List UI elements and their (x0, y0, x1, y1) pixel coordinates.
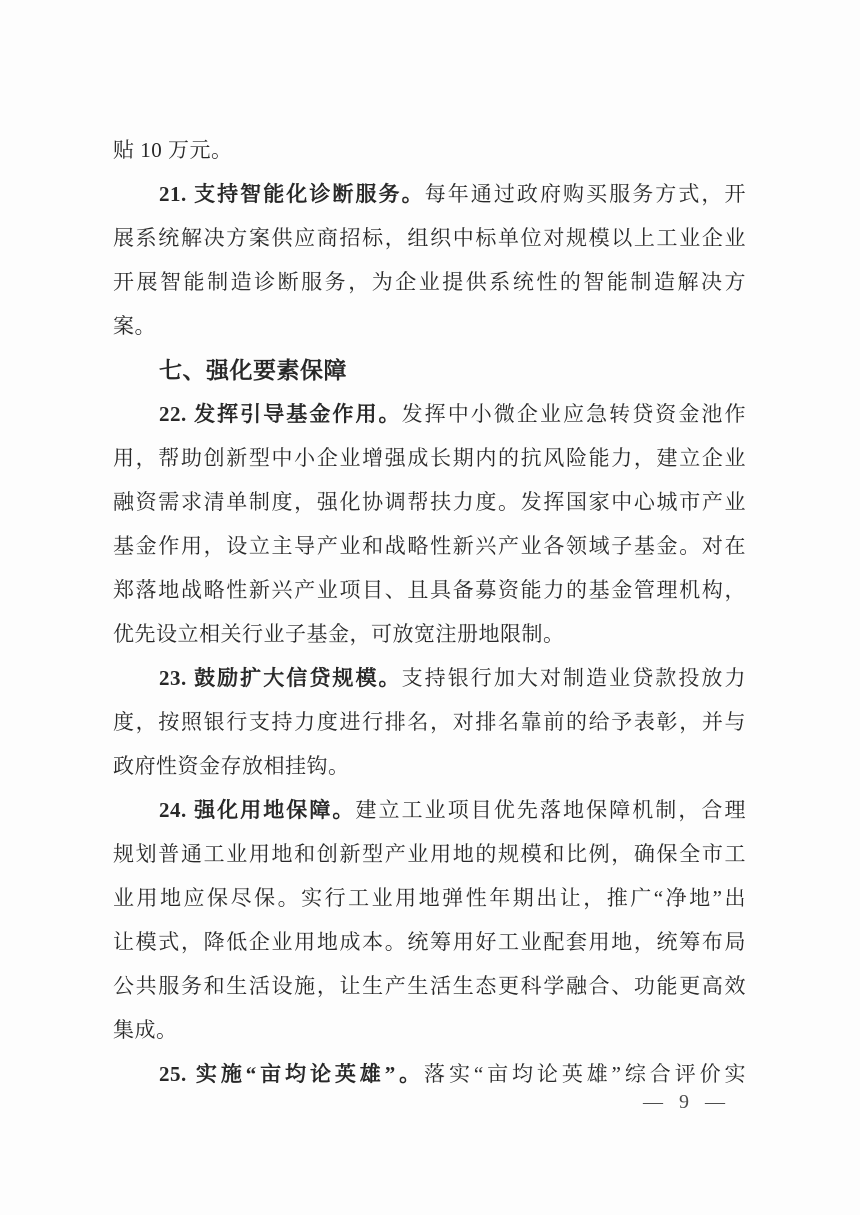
body-text: 用，帮助创新型中小企业增强成长期内的抗风险能力，建立企业 (113, 446, 746, 470)
item-lead-text: 21. 支持智能化诊断服务。 (159, 182, 425, 206)
body-text: 支持银行加大对制造业贷款投放力 (401, 666, 746, 690)
body-text: 郑落地战略性新兴产业项目、且具备募资能力的基金管理机构， (113, 578, 746, 602)
text-line (113, 260, 746, 304)
text-line (113, 656, 746, 700)
text-line (113, 216, 746, 260)
text-line (113, 964, 746, 1008)
text-line (113, 700, 746, 744)
body-text: 度，按照银行支持力度进行排名，对排名靠前的给予表彰，并与 (113, 710, 746, 734)
item-lead-text: 25. 实施“亩均论英雄”。 (159, 1062, 425, 1086)
text-line (113, 568, 746, 612)
page-number-value: 9 (679, 1091, 689, 1113)
body-text: 基金作用，设立主导产业和战略性新兴产业各领域子基金。对在 (113, 534, 746, 558)
body-text: 开展智能制造诊断服务，为企业提供系统性的智能制造解决方 (113, 270, 746, 294)
paragraph-continuation (113, 128, 746, 172)
body-text: 优先设立相关行业子基金，可放宽注册地限制。 (113, 622, 565, 646)
text-line (113, 788, 746, 832)
text-line (113, 436, 746, 480)
text-line (113, 612, 746, 656)
text-line (113, 392, 746, 436)
body-text: 让模式，降低企业用地成本。统筹用好工业配套用地，统筹布局 (113, 930, 746, 954)
page-number-dash-right: — (705, 1091, 725, 1113)
page-number (643, 1091, 725, 1114)
text-line (113, 172, 746, 216)
body-text: 发挥中小微企业应急转贷资金池作 (401, 402, 746, 426)
body-text: 展系统解决方案供应商招标，组织中标单位对规模以上工业企业 (113, 226, 746, 250)
text-line (113, 920, 746, 964)
item-lead-text: 22. 发挥引导基金作用。 (159, 402, 402, 426)
item-24 (113, 788, 746, 1052)
body-text: 每年通过政府购买服务方式，开 (424, 182, 746, 206)
body-text: 案。 (113, 314, 156, 338)
text-line (113, 744, 746, 788)
text-line (113, 832, 746, 876)
text-line (113, 128, 746, 172)
item-lead-text: 24. 强化用地保障。 (159, 798, 356, 822)
body-text: 业用地应保尽保。实行工业用地弹性年期出让，推广“净地”出 (113, 886, 746, 910)
text-line (113, 524, 746, 568)
body-text: 规划普通工业用地和创新型产业用地的规模和比例，确保全市工 (113, 842, 746, 866)
text-line (113, 1008, 746, 1052)
section-heading-7 (113, 348, 746, 392)
body-text: 贴 10 万元。 (113, 138, 233, 162)
text-line (113, 1052, 746, 1096)
item-21 (113, 172, 746, 348)
text-line (113, 876, 746, 920)
item-22 (113, 392, 746, 656)
body-text: 政府性资金存放相挂钩。 (113, 754, 350, 778)
text-line (113, 480, 746, 524)
item-lead-text: 七、强化要素保障 (159, 357, 347, 383)
body-text: 落实“亩均论英雄”综合评价实 (424, 1062, 746, 1086)
item-lead-text: 23. 鼓励扩大信贷规模。 (159, 666, 402, 690)
page-number-dash-left: — (643, 1091, 663, 1113)
item-23 (113, 656, 746, 788)
body-text: 建立工业项目优先落地保障机制，合理 (355, 798, 746, 822)
document-content (113, 128, 746, 1096)
body-text: 公共服务和生活设施，让生产生活生态更科学融合、功能更高效 (113, 974, 746, 998)
body-text: 融资需求清单制度，强化协调帮扶力度。发挥国家中心城市产业 (113, 490, 746, 514)
text-line (113, 348, 746, 392)
text-line (113, 304, 746, 348)
item-25 (113, 1052, 746, 1096)
body-text: 集成。 (113, 1018, 178, 1042)
